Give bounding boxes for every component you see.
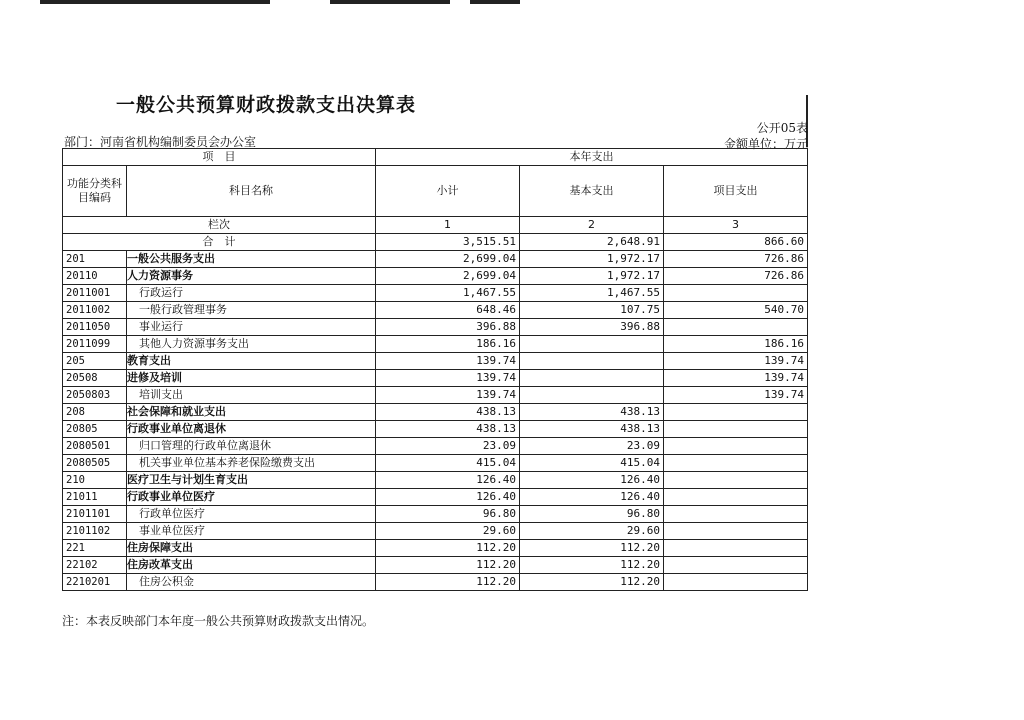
row-basic: 112.20 (520, 574, 664, 591)
row-basic: 1,972.17 (520, 251, 664, 268)
row-subtotal: 29.60 (376, 523, 520, 540)
row-subtotal: 139.74 (376, 353, 520, 370)
column-index-row (63, 217, 808, 234)
row-project: 726.86 (664, 251, 808, 268)
table-row (63, 370, 808, 387)
row-subject-name: 行政单位医疗 (127, 506, 376, 523)
table-row (63, 319, 808, 336)
table-row (63, 302, 808, 319)
row-project: 139.74 (664, 370, 808, 387)
row-subtotal: 415.04 (376, 455, 520, 472)
row-basic (520, 353, 664, 370)
row-subtotal: 648.46 (376, 302, 520, 319)
header-basic: 基本支出 (520, 166, 664, 217)
table-row (63, 268, 808, 285)
document-title: 一般公共预算财政拨款支出决算表 (116, 94, 417, 116)
row-basic: 107.75 (520, 302, 664, 319)
row-subtotal: 139.74 (376, 387, 520, 404)
header-project: 项目支出 (664, 166, 808, 217)
total-label: 合 计 (63, 234, 376, 251)
table-row (63, 489, 808, 506)
column-index-1: 1 (376, 217, 520, 234)
row-project (664, 523, 808, 540)
row-project (664, 319, 808, 336)
row-subtotal: 186.16 (376, 336, 520, 353)
row-subject-name: 住房公积金 (127, 574, 376, 591)
row-code: 2080501 (63, 438, 127, 455)
row-project: 139.74 (664, 387, 808, 404)
row-subject-name: 培训支出 (127, 387, 376, 404)
row-subtotal: 1,467.55 (376, 285, 520, 302)
table-row (63, 506, 808, 523)
row-subject-name: 社会保障和就业支出 (127, 404, 376, 421)
header-subtotal: 小计 (376, 166, 520, 217)
column-index-2: 2 (520, 217, 664, 234)
row-subtotal: 96.80 (376, 506, 520, 523)
row-basic: 96.80 (520, 506, 664, 523)
row-subtotal: 438.13 (376, 421, 520, 438)
row-basic: 23.09 (520, 438, 664, 455)
row-subject-name: 一般公共服务支出 (127, 251, 376, 268)
table-row (63, 251, 808, 268)
row-code: 2011099 (63, 336, 127, 353)
department-label: 部门：河南省机构编制委员会办公室 (64, 135, 257, 149)
row-project: 186.16 (664, 336, 808, 353)
row-basic: 438.13 (520, 404, 664, 421)
row-basic: 396.88 (520, 319, 664, 336)
row-project (664, 557, 808, 574)
row-code: 2011001 (63, 285, 127, 302)
column-label: 栏次 (63, 217, 376, 234)
row-subtotal: 126.40 (376, 472, 520, 489)
footnote: 注：本表反映部门本年度一般公共预算财政拨款支出情况。 (62, 614, 375, 628)
row-basic (520, 387, 664, 404)
row-subject-name: 行政事业单位离退休 (127, 421, 376, 438)
row-subject-name: 其他人力资源事务支出 (127, 336, 376, 353)
row-project (664, 438, 808, 455)
row-subject-name: 行政运行 (127, 285, 376, 302)
row-subject-name: 医疗卫生与计划生育支出 (127, 472, 376, 489)
row-project (664, 574, 808, 591)
row-basic: 29.60 (520, 523, 664, 540)
row-project (664, 421, 808, 438)
amount-unit: 金额单位：万元 (723, 137, 808, 151)
row-subject-name: 人力资源事务 (127, 268, 376, 285)
row-subject-name: 归口管理的行政单位离退休 (127, 438, 376, 455)
row-basic (520, 370, 664, 387)
row-basic: 112.20 (520, 540, 664, 557)
row-code: 210 (63, 472, 127, 489)
table-row (63, 387, 808, 404)
table-row (63, 540, 808, 557)
row-project (664, 540, 808, 557)
row-subject-name: 教育支出 (127, 353, 376, 370)
row-subtotal: 112.20 (376, 574, 520, 591)
row-subtotal: 438.13 (376, 404, 520, 421)
total-basic: 2,648.91 (520, 234, 664, 251)
header-row-1 (63, 149, 808, 166)
header-row-2 (63, 166, 808, 217)
table-row (63, 353, 808, 370)
row-project: 540.70 (664, 302, 808, 319)
row-project (664, 285, 808, 302)
table-row (63, 472, 808, 489)
row-code: 2080505 (63, 455, 127, 472)
table-row (63, 557, 808, 574)
row-basic: 126.40 (520, 472, 664, 489)
header-func-code: 功能分类科目编码 (63, 166, 127, 217)
header-item: 项 目 (63, 149, 376, 166)
row-code: 221 (63, 540, 127, 557)
header-subject-name: 科目名称 (127, 166, 376, 217)
column-index-3: 3 (664, 217, 808, 234)
row-code: 2011002 (63, 302, 127, 319)
row-subject-name: 事业运行 (127, 319, 376, 336)
row-subject-name: 机关事业单位基本养老保险缴费支出 (127, 455, 376, 472)
row-code: 205 (63, 353, 127, 370)
row-subject-name: 住房改革支出 (127, 557, 376, 574)
row-subtotal: 126.40 (376, 489, 520, 506)
row-project (664, 455, 808, 472)
row-basic: 415.04 (520, 455, 664, 472)
row-subject-name: 行政事业单位医疗 (127, 489, 376, 506)
row-basic: 1,972.17 (520, 268, 664, 285)
row-code: 2210201 (63, 574, 127, 591)
row-subtotal: 2,699.04 (376, 251, 520, 268)
row-code: 2101102 (63, 523, 127, 540)
row-code: 20805 (63, 421, 127, 438)
row-subject-name: 进修及培训 (127, 370, 376, 387)
table-row (63, 421, 808, 438)
row-code: 21011 (63, 489, 127, 506)
table-row (63, 438, 808, 455)
row-basic: 112.20 (520, 557, 664, 574)
row-code: 20508 (63, 370, 127, 387)
table-row (63, 336, 808, 353)
row-subtotal: 23.09 (376, 438, 520, 455)
total-row (63, 234, 808, 251)
row-subject-name: 事业单位医疗 (127, 523, 376, 540)
form-number: 公开05表 (756, 121, 808, 135)
row-code: 201 (63, 251, 127, 268)
row-code: 2011050 (63, 319, 127, 336)
row-basic: 1,467.55 (520, 285, 664, 302)
header-current-year: 本年支出 (376, 149, 808, 166)
row-code: 22102 (63, 557, 127, 574)
row-subtotal: 112.20 (376, 540, 520, 557)
row-basic: 438.13 (520, 421, 664, 438)
row-project: 726.86 (664, 268, 808, 285)
row-project (664, 404, 808, 421)
row-code: 2101101 (63, 506, 127, 523)
row-code: 208 (63, 404, 127, 421)
scan-edge-marks (0, 0, 1024, 6)
row-subtotal: 139.74 (376, 370, 520, 387)
row-subtotal: 396.88 (376, 319, 520, 336)
table-row (63, 404, 808, 421)
row-project (664, 506, 808, 523)
row-basic: 126.40 (520, 489, 664, 506)
row-project (664, 472, 808, 489)
total-project: 866.60 (664, 234, 808, 251)
row-basic (520, 336, 664, 353)
table-row (63, 455, 808, 472)
row-subtotal: 2,699.04 (376, 268, 520, 285)
row-subject-name: 一般行政管理事务 (127, 302, 376, 319)
row-subject-name: 住房保障支出 (127, 540, 376, 557)
expenditure-table (62, 148, 808, 591)
row-code: 2050803 (63, 387, 127, 404)
table-row (63, 523, 808, 540)
total-subtotal: 3,515.51 (376, 234, 520, 251)
row-code: 20110 (63, 268, 127, 285)
row-subtotal: 112.20 (376, 557, 520, 574)
table-row (63, 285, 808, 302)
row-project (664, 489, 808, 506)
row-project: 139.74 (664, 353, 808, 370)
table-row (63, 574, 808, 591)
